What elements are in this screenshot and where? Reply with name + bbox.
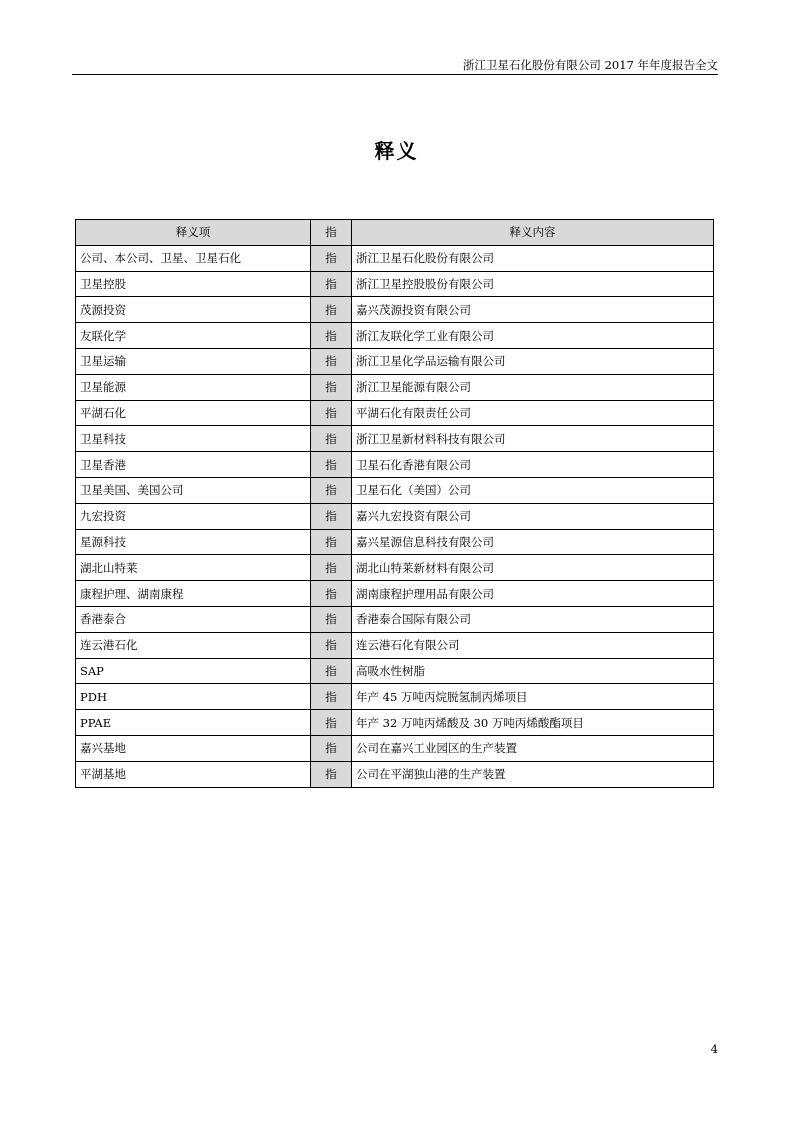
rel-cell: 指 <box>311 761 352 787</box>
rel-cell: 指 <box>311 684 352 710</box>
term-cell: 康程护理、湖南康程 <box>76 581 311 607</box>
rel-cell: 指 <box>311 632 352 658</box>
table-row <box>76 477 714 503</box>
definition-cell: 平湖石化有限责任公司 <box>352 400 714 426</box>
definition-cell: 浙江卫星新材料科技有限公司 <box>352 426 714 452</box>
table-row <box>76 710 714 736</box>
definition-cell: 连云港石化有限公司 <box>352 632 714 658</box>
term-cell: 卫星运输 <box>76 348 311 374</box>
term-cell: PDH <box>76 684 311 710</box>
term-cell: SAP <box>76 658 311 684</box>
rel-cell: 指 <box>311 503 352 529</box>
term-cell: 卫星控股 <box>76 271 311 297</box>
header-divider <box>72 74 718 75</box>
table-row <box>76 555 714 581</box>
definition-cell: 嘉兴茂源投资有限公司 <box>352 297 714 323</box>
rel-cell: 指 <box>311 710 352 736</box>
definition-cell: 嘉兴星源信息科技有限公司 <box>352 529 714 555</box>
term-cell: 九宏投资 <box>76 503 311 529</box>
rel-cell: 指 <box>311 271 352 297</box>
table-row <box>76 323 714 349</box>
term-cell: 公司、本公司、卫星、卫星石化 <box>76 245 311 271</box>
page-title: 释义 <box>374 139 419 163</box>
definition-cell: 卫星石化香港有限公司 <box>352 452 714 478</box>
term-cell: 连云港石化 <box>76 632 311 658</box>
table-row <box>76 632 714 658</box>
rel-cell: 指 <box>311 658 352 684</box>
term-cell: 平湖石化 <box>76 400 311 426</box>
definition-cell: 公司在平湖独山港的生产装置 <box>352 761 714 787</box>
definition-cell: 湖南康程护理用品有限公司 <box>352 581 714 607</box>
table-header-row <box>76 220 714 246</box>
column-header-definition: 释义内容 <box>352 220 714 246</box>
term-cell: 友联化学 <box>76 323 311 349</box>
definition-cell: 浙江卫星石化股份有限公司 <box>352 245 714 271</box>
term-cell: 茂源投资 <box>76 297 311 323</box>
rel-cell: 指 <box>311 452 352 478</box>
table-row <box>76 581 714 607</box>
table-row <box>76 271 714 297</box>
page-number: 4 <box>710 1042 718 1056</box>
rel-cell: 指 <box>311 245 352 271</box>
definition-cell: 浙江卫星能源有限公司 <box>352 374 714 400</box>
term-cell: 卫星能源 <box>76 374 311 400</box>
definition-cell: 卫星石化（美国）公司 <box>352 477 714 503</box>
definition-cell: 高吸水性树脂 <box>352 658 714 684</box>
term-cell: PPAE <box>76 710 311 736</box>
term-cell: 香港泰合 <box>76 606 311 632</box>
glossary-table <box>75 219 714 788</box>
table-row <box>76 400 714 426</box>
table-row <box>76 297 714 323</box>
rel-cell: 指 <box>311 374 352 400</box>
definition-cell: 浙江卫星控股股份有限公司 <box>352 271 714 297</box>
definition-cell: 湖北山特莱新材料有限公司 <box>352 555 714 581</box>
definition-cell: 年产 45 万吨丙烷脱氢制丙烯项目 <box>352 684 714 710</box>
term-cell: 平湖基地 <box>76 761 311 787</box>
rel-cell: 指 <box>311 426 352 452</box>
definition-cell: 嘉兴九宏投资有限公司 <box>352 503 714 529</box>
rel-cell: 指 <box>311 555 352 581</box>
column-header-rel: 指 <box>311 220 352 246</box>
rel-cell: 指 <box>311 348 352 374</box>
rel-cell: 指 <box>311 323 352 349</box>
definition-cell: 浙江卫星化学品运输有限公司 <box>352 348 714 374</box>
table-row <box>76 606 714 632</box>
definition-cell: 年产 32 万吨丙烯酸及 30 万吨丙烯酸酯项目 <box>352 710 714 736</box>
term-cell: 星源科技 <box>76 529 311 555</box>
column-header-term: 释义项 <box>76 220 311 246</box>
rel-cell: 指 <box>311 400 352 426</box>
rel-cell: 指 <box>311 606 352 632</box>
table-row <box>76 684 714 710</box>
term-cell: 卫星香港 <box>76 452 311 478</box>
table-row <box>76 503 714 529</box>
glossary-body <box>76 245 714 787</box>
table-row <box>76 426 714 452</box>
table-row <box>76 245 714 271</box>
definition-cell: 浙江友联化学工业有限公司 <box>352 323 714 349</box>
term-cell: 卫星科技 <box>76 426 311 452</box>
table-row <box>76 761 714 787</box>
rel-cell: 指 <box>311 735 352 761</box>
table-row <box>76 658 714 684</box>
rel-cell: 指 <box>311 529 352 555</box>
term-cell: 嘉兴基地 <box>76 735 311 761</box>
term-cell: 卫星美国、美国公司 <box>76 477 311 503</box>
page-header: 浙江卫星石化股份有限公司 2017 年年度报告全文 <box>462 58 718 72</box>
rel-cell: 指 <box>311 581 352 607</box>
table-row <box>76 735 714 761</box>
definition-cell: 公司在嘉兴工业园区的生产装置 <box>352 735 714 761</box>
definition-cell: 香港泰合国际有限公司 <box>352 606 714 632</box>
rel-cell: 指 <box>311 297 352 323</box>
table-row <box>76 529 714 555</box>
term-cell: 湖北山特莱 <box>76 555 311 581</box>
table-row <box>76 452 714 478</box>
rel-cell: 指 <box>311 477 352 503</box>
table-row <box>76 348 714 374</box>
table-row <box>76 374 714 400</box>
